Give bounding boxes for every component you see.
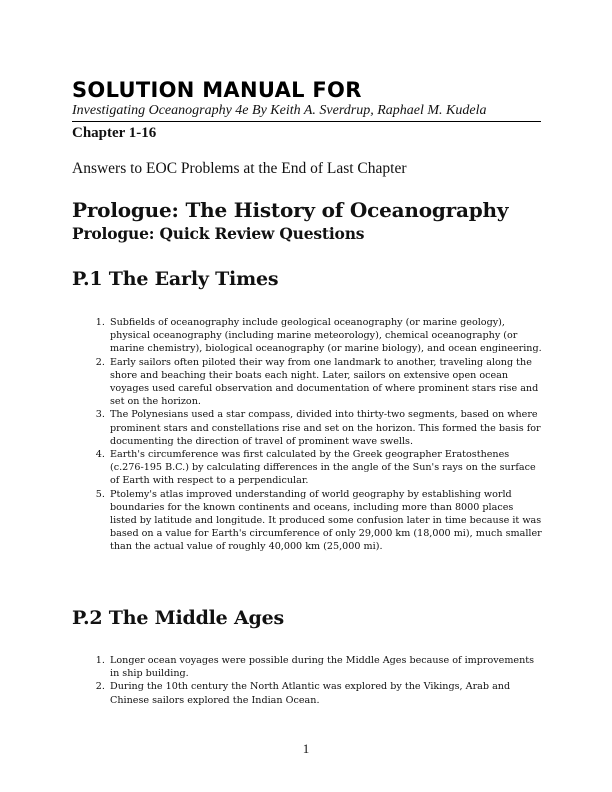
prologue-subtitle: Prologue: Quick Review Questions [72,224,365,243]
list-item: 3. The Polynesians used a star compass, divided into thirty-two segments, based on where prominent stars and constellations rise and set on the horizon. This formed the basis for documenting the direction of travel of prominent wave swells. [108,408,542,448]
list-item: 2. During the 10th century the North Atlantic was explored by the Vikings, Arab and Chinese sailors explored the Indian Ocean. [108,680,542,706]
banner-title: SOLUTION MANUAL FOR [72,78,362,102]
book-subtitle: Investigating Oceanography 4e By Keith A. Sverdrup, Raphael M. Kudela [72,103,487,118]
list-item: 1. Longer ocean voyages were possible during the Middle Ages because of improvements in ship building. [108,654,542,680]
page-number: 1 [302,741,310,756]
list-item: 1. Subfields of oceanography include geological oceanography (or marine geology), physical oceanography (including marine meteorology), chemical oceanography (or marine chemistry), biological oceanography (or marine biology), and ocean engineering. [108,316,542,356]
list-item: 4. Earth's circumference was first calculated by the Greek geographer Eratosthenes (c.276-195 B.C.) by calculating differences in the angle of the Sun's rays on the surface of Earth with respect to a perpendicular. [108,448,542,488]
early-times-question-list [72,316,542,554]
middle-ages-question-list [72,654,542,707]
list-item: 5. Ptolemy's atlas improved understanding of world geography by establishing world boundaries for the known continents and oceans, including more than 8000 places listed by latitude and longitude. It produced some confusion later in time because it was based on a value for Earth's circumference of only 29,000 km (18,000 mi), much smaller than the actual value of roughly 40,000 km (25,000 mi). [108,488,542,554]
section-title-middle-ages: P.2 The Middle Ages [72,607,285,629]
list-item: 2. Early sailors often piloted their way from one landmark to another, traveling along the shore and beaching their boats each night. Later, sailors on extensive open ocean voyages used careful observation and documentation of where prominent stars rise and set on the horizon. [108,356,542,409]
chapter-label: Chapter 1-16 [72,125,157,141]
section-title-early-times: P.1 The Early Times [72,268,279,290]
header-divider [72,121,541,122]
prologue-title: Prologue: The History of Oceanography [72,198,509,222]
intro-line: Answers to EOC Problems at the End of Last Chapter [72,160,407,177]
